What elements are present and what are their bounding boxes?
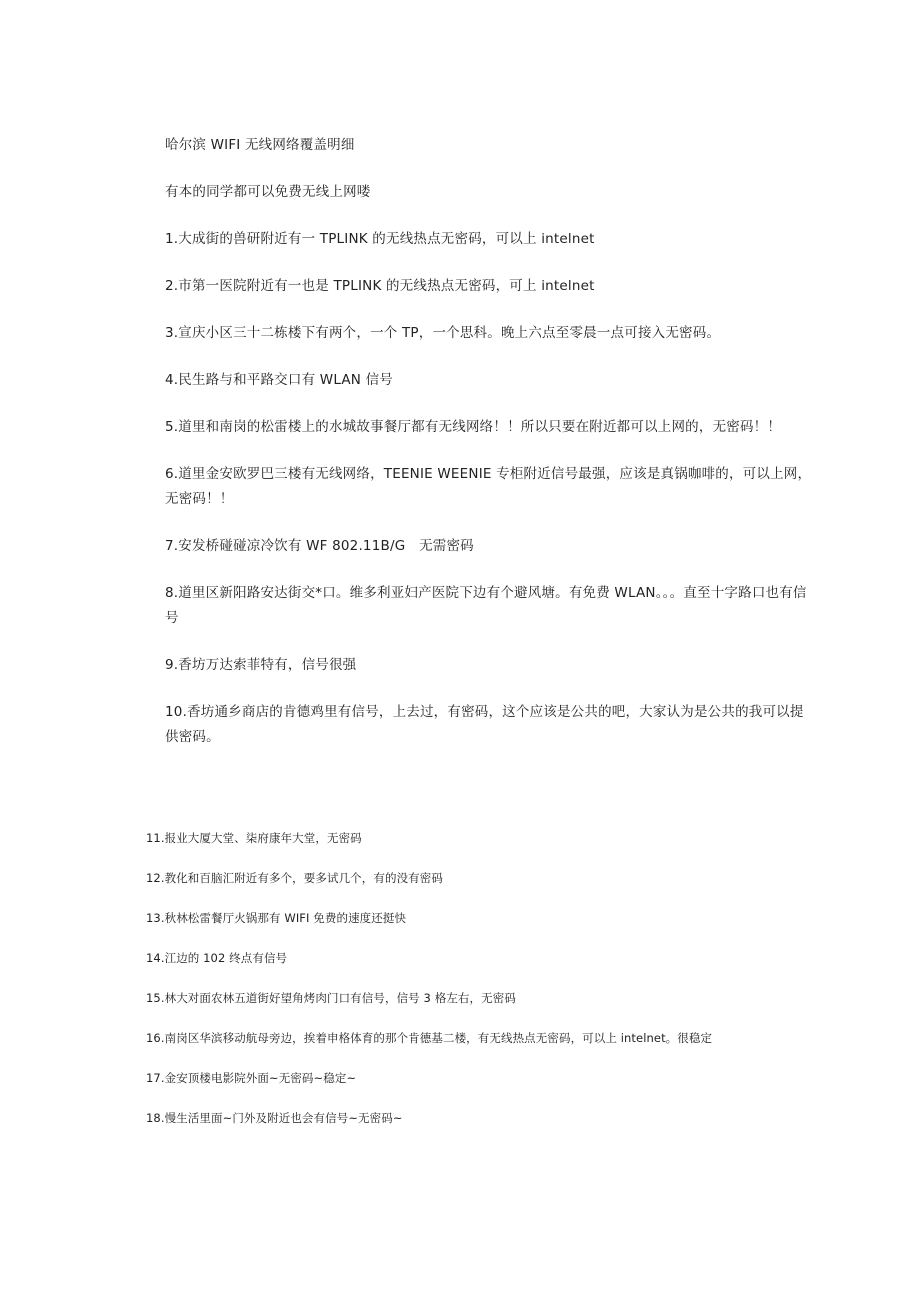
list-item: 12.教化和百脑汇附近有多个，要多试几个，有的没有密码 xyxy=(146,871,443,885)
list-item: 3.宣庆小区三十二栋楼下有两个，一个 TP，一个思科。晚上六点至零晨一点可接入无密码。 xyxy=(165,325,721,341)
list-item: 17.金安顶楼电影院外面~无密码~稳定~ xyxy=(146,1071,357,1085)
upper-section xyxy=(165,133,815,772)
list-item: 13.秋林松雷餐厅火锅那有 WIFI 免费的速度还挺快 xyxy=(146,911,407,925)
document-title: 哈尔滨 WIFI 无线网络覆盖明细 xyxy=(165,137,355,153)
list-item: 11.报业大厦大堂、柒府康年大堂，无密码 xyxy=(146,831,362,845)
list-item: 7.安发桥碰碰凉冷饮有 WF 802.11B/G 无需密码 xyxy=(165,538,474,554)
list-item: 1.大成街的兽研附近有一 TPLINK 的无线热点无密码，可以上 intelnet xyxy=(165,231,595,247)
list-item: 15.林大对面农林五道街好望角烤肉门口有信号，信号 3 格左右，无密码 xyxy=(146,991,516,1005)
list-item: 10.香坊通乡商店的肯德鸡里有信号，上去过，有密码，这个应该是公共的吧，大家认为是公共的我可以提供密码。 xyxy=(165,704,804,745)
list-item: 18.慢生活里面~门外及附近也会有信号~无密码~ xyxy=(146,1111,403,1125)
lower-section xyxy=(146,827,746,1147)
list-item: 9.香坊万达索菲特有，信号很强 xyxy=(165,657,357,673)
list-item: 2.市第一医院附近有一也是 TPLINK 的无线热点无密码，可上 intelnet xyxy=(165,278,595,294)
list-item: 16.南岗区华滨移动航母旁边，挨着申格体育的那个肯德基二楼，有无线热点无密码，可以上 intelnet。很稳定 xyxy=(146,1031,713,1045)
list-item: 8.道里区新阳路安达街交*口。维多利亚妇产医院下边有个避风塘。有免费 WLAN。。。直至十字路口也有信号 xyxy=(165,585,807,626)
list-item: 6.道里金安欧罗巴三楼有无线网络，TEENIE WEENIE 专柜附近信号最强，应该是真锅咖啡的，可以上网，无密码！！ xyxy=(165,466,812,507)
list-item: 4.民生路与和平路交口有 WLAN 信号 xyxy=(165,372,393,388)
intro-text: 有本的同学都可以免费无线上网喽 xyxy=(165,184,371,200)
list-item: 5.道里和南岗的松雷楼上的水城故事餐厅都有无线网络！！所以只要在附近都可以上网的，无密码！！ xyxy=(165,419,782,435)
list-item: 14.江边的 102 终点有信号 xyxy=(146,951,288,965)
